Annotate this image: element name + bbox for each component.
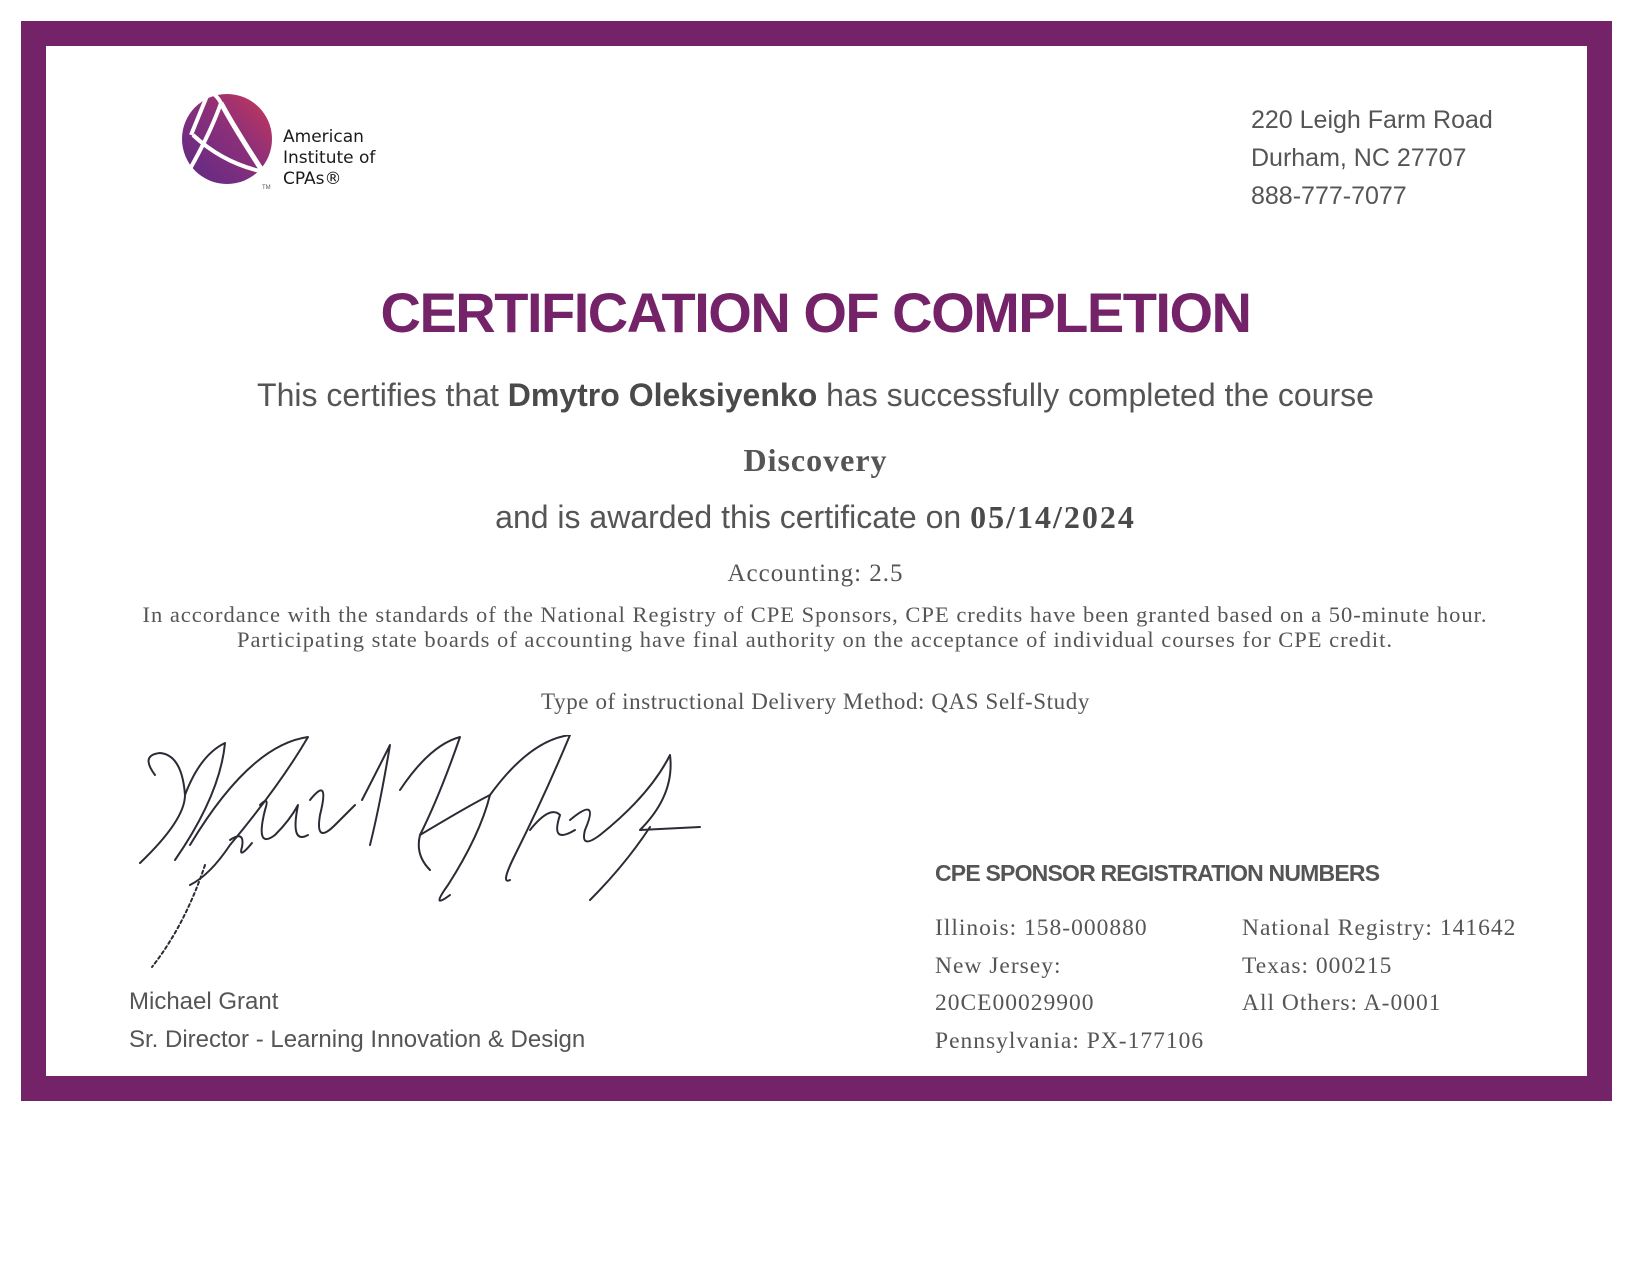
registration-numbers-left <box>935 910 1204 1060</box>
address-phone: 888-777-7077 <box>1251 182 1407 210</box>
address-street: 220 Leigh Farm Road <box>1251 106 1493 134</box>
registration-illinois: Illinois: 158-000880 <box>935 915 1148 941</box>
logo-line-3: CPAs® <box>283 169 342 189</box>
course-name: Discovery <box>743 442 888 478</box>
registration-national: National Registry: 141642 <box>1242 915 1517 941</box>
sponsor-address <box>1251 101 1493 215</box>
recipient-name: Dmytro Oleksiyenko <box>507 377 818 413</box>
registration-new-jersey-label: New Jersey: <box>935 952 1062 979</box>
signer-name: Michael Grant <box>129 988 279 1015</box>
logo-line-2: Institute of <box>283 148 376 168</box>
cpe-credits: Accounting: 2.5 <box>727 560 904 587</box>
award-date: 05/14/2024 <box>970 499 1136 535</box>
awarded-prefix: and is awarded this certificate on <box>495 499 971 535</box>
registration-all-others: All Others: A-0001 <box>1242 990 1442 1016</box>
registration-pennsylvania: Pennsylvania: PX-177106 <box>935 1027 1205 1054</box>
logo-line-1: American <box>283 127 364 147</box>
sponsor-registration-heading: CPE SPONSOR REGISTRATION NUMBERS <box>935 860 1380 886</box>
signer-block <box>129 983 585 1059</box>
delivery-method: Type of instructional Delivery Method: QAS Self-Study <box>541 689 1090 714</box>
certificate-title: CERTIFICATION OF COMPLETION <box>380 281 1251 344</box>
aicpa-logo <box>165 77 415 197</box>
certifies-prefix: This certifies that <box>257 377 508 413</box>
awarded-statement <box>0 499 1631 536</box>
aicpa-wordmark <box>283 127 375 190</box>
address-city: Durham, NC 27707 <box>1251 144 1467 172</box>
signer-title: Sr. Director - Learning Innovation & Design <box>129 1026 586 1053</box>
trademark-mark: TM <box>262 185 271 191</box>
registration-new-jersey-number: 20CE00029900 <box>935 990 1095 1016</box>
registration-numbers-right <box>1242 910 1516 1023</box>
standards-statement: In accordance with the standards of the National Registry of CPE Sponsors, CPE credits have been granted based on a 50-minute hour. Participating state boards of accounting have final authority on the acceptance of individual courses for CPE credit. <box>142 602 1488 652</box>
registration-texas: Texas: 000215 <box>1242 952 1393 979</box>
certifies-statement <box>0 377 1631 414</box>
certifies-suffix: has successfully completed the course <box>817 377 1374 413</box>
aicpa-logo-icon <box>165 77 285 197</box>
handwritten-signature <box>130 735 710 970</box>
